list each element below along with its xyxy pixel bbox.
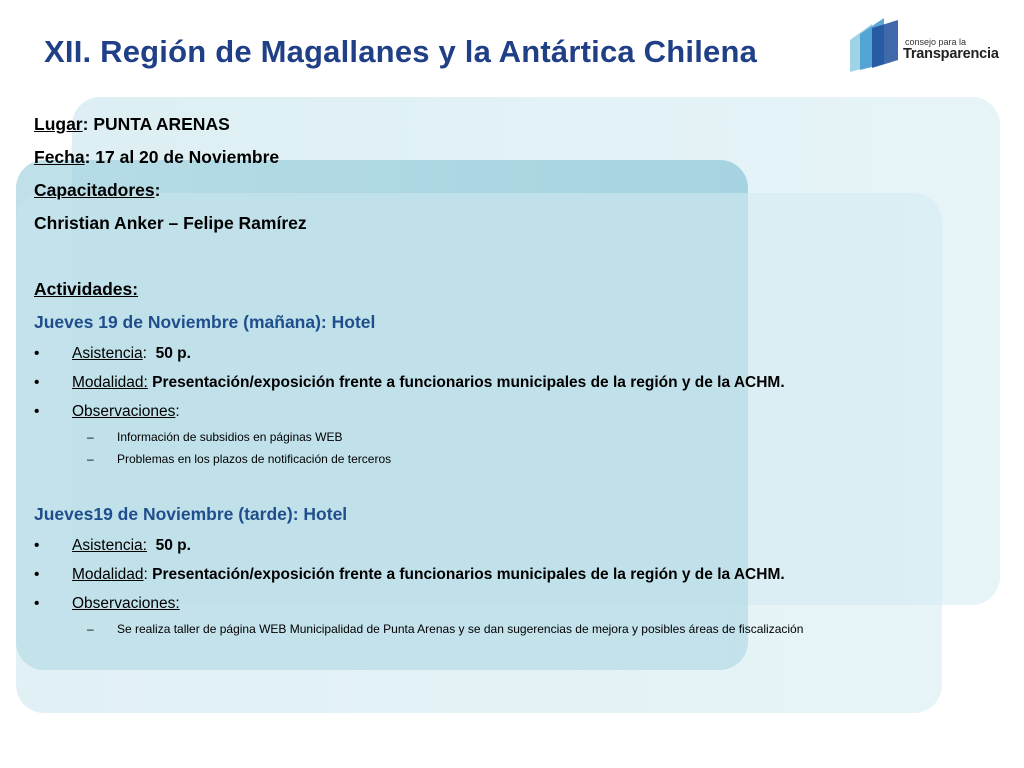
obs-text: Problemas en los plazos de notificación de terceros bbox=[117, 452, 392, 466]
slide-content bbox=[34, 108, 984, 640]
actividades-label: Actividades: bbox=[34, 279, 139, 299]
modalidad-sep: : bbox=[143, 566, 148, 583]
lugar-value: : PUNTA ARENAS bbox=[82, 114, 230, 134]
session1-asistencia bbox=[34, 339, 984, 368]
bullet-point: • bbox=[34, 403, 40, 420]
session1-observaciones bbox=[34, 397, 984, 426]
bullet-point: • bbox=[34, 345, 40, 362]
session2-observaciones bbox=[34, 589, 984, 618]
asistencia-value: 50 p. bbox=[155, 345, 191, 362]
asistencia-label: Asistencia bbox=[72, 345, 143, 362]
capacitadores-label: Capacitadores bbox=[34, 180, 155, 200]
obs-text: Información de subsidios en páginas WEB bbox=[117, 430, 343, 444]
bullet-point: • bbox=[34, 595, 40, 612]
capacitadores-line bbox=[34, 174, 984, 207]
capacitadores-names: Christian Anker – Felipe Ramírez bbox=[34, 213, 307, 233]
bullet-point: • bbox=[34, 537, 40, 554]
obs-text: Se realiza taller de página WEB Municipalidad de Punta Arenas y se dan sugerencias de mejora y posibles áreas de fiscalización bbox=[117, 622, 804, 636]
observaciones-label: Observaciones: bbox=[72, 595, 180, 612]
session1-heading: Jueves 19 de Noviembre (mañana): Hotel bbox=[34, 312, 376, 332]
logo-line1: consejo para la bbox=[905, 37, 967, 47]
modalidad-label: Modalidad: bbox=[72, 374, 148, 391]
lugar-label: Lugar bbox=[34, 114, 83, 134]
logo-mark-icon bbox=[848, 16, 908, 76]
session1-modalidad bbox=[34, 368, 984, 397]
session2-heading: Jueves19 de Noviembre (tarde): Hotel bbox=[34, 504, 348, 524]
fecha-value: : 17 al 20 de Noviembre bbox=[84, 147, 280, 167]
observaciones-label: Observaciones bbox=[72, 403, 176, 420]
asistencia-label: Asistencia: bbox=[72, 537, 147, 554]
capacitadores-colon: : bbox=[154, 180, 161, 200]
dash-marker: – bbox=[87, 452, 94, 466]
fecha-line bbox=[34, 141, 984, 174]
dash-marker: – bbox=[87, 622, 94, 636]
bullet-point: • bbox=[34, 566, 40, 583]
actividades-heading bbox=[34, 273, 984, 306]
slide-title: XII. Región de Magallanes y la Antártica Chilena bbox=[44, 34, 758, 69]
lugar-line bbox=[34, 108, 984, 141]
spacer bbox=[34, 240, 984, 273]
spacer bbox=[34, 470, 984, 498]
logo bbox=[848, 16, 1008, 76]
modalidad-value: Presentación/exposición frente a funcionarios municipales de la región y de la ACHM. bbox=[152, 374, 785, 391]
bullet-point: • bbox=[34, 374, 40, 391]
logo-line2: Transparencia bbox=[903, 46, 999, 62]
dash-marker: – bbox=[87, 430, 94, 444]
session2-obs-item bbox=[34, 618, 984, 640]
asistencia-sep: : bbox=[142, 345, 147, 362]
fecha-label: Fecha bbox=[34, 147, 85, 167]
modalidad-label: Modalidad bbox=[72, 566, 144, 583]
asistencia-value: 50 p. bbox=[155, 537, 191, 554]
session2-modalidad bbox=[34, 560, 984, 589]
modalidad-value: Presentación/exposición frente a funcionarios municipales de la región y de la ACHM. bbox=[152, 566, 785, 583]
session2-asistencia bbox=[34, 531, 984, 560]
session1-obs-item bbox=[34, 448, 984, 470]
observaciones-sep: : bbox=[175, 403, 180, 420]
session1-obs-item bbox=[34, 426, 984, 448]
